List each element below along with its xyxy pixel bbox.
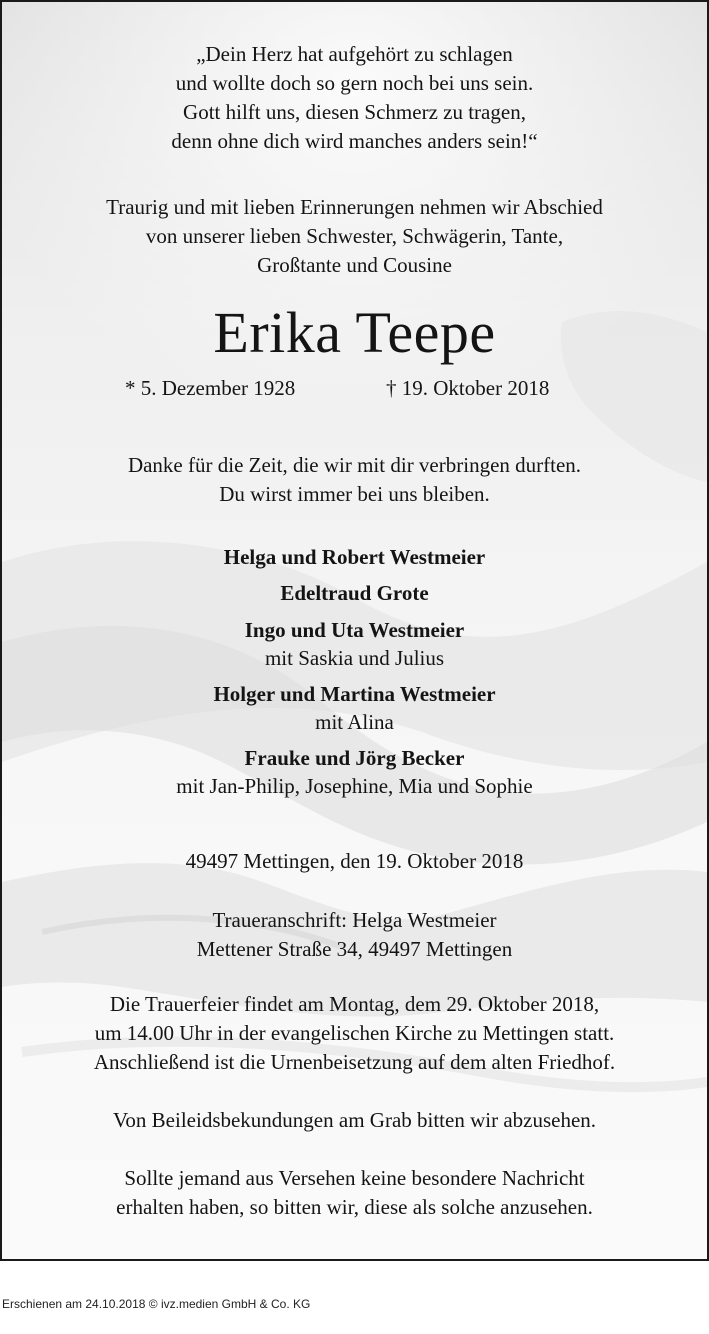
- mourner-names: Helga und Robert Westmeier: [223, 545, 486, 569]
- service-line-1: Die Trauerfeier findet am Montag, dem 29. Oktober 2018,: [109, 992, 600, 1016]
- mourner-names: Edeltraud Grote: [280, 581, 429, 605]
- thanks-line-2: Du wirst immer bei uns bleiben.: [219, 482, 490, 506]
- condolences-note: Von Beileidsbekundungen am Grab bitten wir abzusehen.: [112, 1108, 597, 1132]
- mourner-names: Holger und Martina Westmeier: [213, 682, 496, 706]
- poem-line-4: denn ohne dich wird manches anders sein!“: [171, 129, 538, 153]
- mourner-children: mit Jan-Philip, Josephine, Mia und Sophie: [176, 774, 533, 798]
- poem-line-2: und wollte doch so gern noch bei uns sein.: [175, 71, 534, 95]
- publication-footer: Erschienen am 24.10.2018 © ivz.medien GmbH & Co. KG: [2, 1297, 311, 1311]
- service-line-2: um 14.00 Uhr in der evangelischen Kirche zu Mettingen statt.: [94, 1021, 615, 1045]
- poem-line-1: „Dein Herz hat aufgehört zu schlagen: [196, 42, 513, 66]
- notice-line-2: erhalten haben, so bitten wir, diese als solche anzusehen.: [116, 1195, 593, 1219]
- place-and-date: 49497 Mettingen, den 19. Oktober 2018: [185, 849, 524, 873]
- poem-line-3: Gott hilft uns, diesen Schmerz zu tragen,: [183, 100, 526, 124]
- notice-line-1: Sollte jemand aus Versehen keine besondere Nachricht: [124, 1166, 585, 1190]
- mourner-children: mit Saskia und Julius: [264, 646, 445, 670]
- mourner-names: Frauke und Jörg Becker: [244, 746, 465, 770]
- birth-date: * 5. Dezember 1928: [125, 376, 296, 400]
- death-date: † 19. Oktober 2018: [386, 376, 550, 400]
- intro-line-3: Großtante und Cousine: [257, 253, 452, 277]
- mourner-names: Ingo und Uta Westmeier: [244, 618, 465, 642]
- service-line-3: Anschließend ist die Urnenbeisetzung auf dem alten Friedhof.: [93, 1050, 616, 1074]
- address-line-1: Traueranschrift: Helga Westmeier: [212, 908, 497, 932]
- mourner-children: mit Alina: [315, 710, 394, 734]
- deceased-name: Erika Teepe: [213, 300, 496, 365]
- thanks-line-1: Danke für die Zeit, die wir mit dir verbringen durften.: [127, 453, 582, 477]
- intro-line-1: Traurig und mit lieben Erinnerungen nehmen wir Abschied: [106, 195, 603, 219]
- address-line-2: Mettener Straße 34, 49497 Mettingen: [196, 937, 513, 961]
- notice-content: [2, 2, 707, 1259]
- intro-line-2: von unserer lieben Schwester, Schwägerin, Tante,: [145, 224, 564, 248]
